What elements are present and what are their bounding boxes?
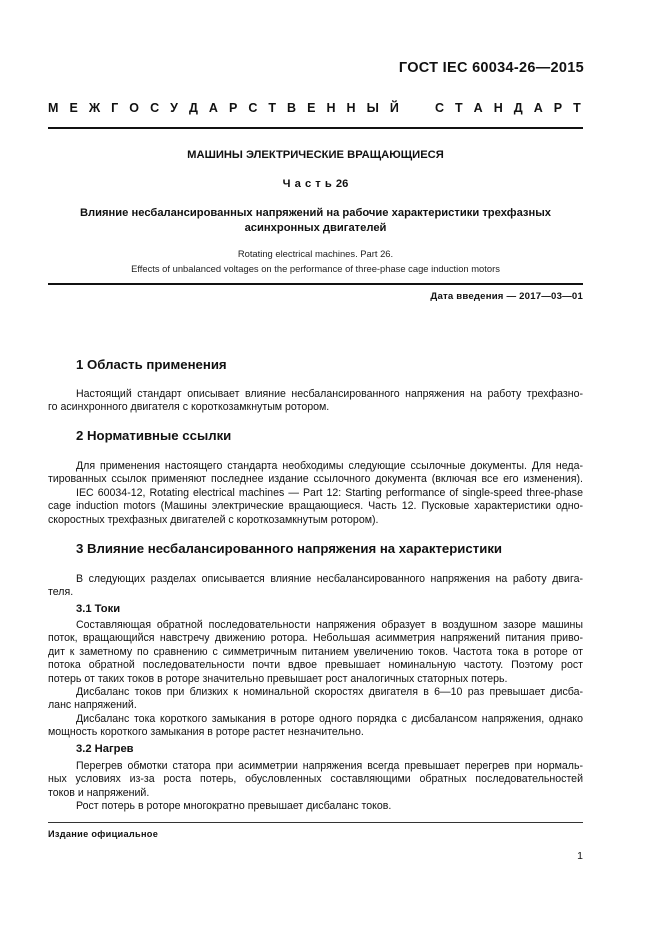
banner-letter: У [170, 101, 178, 115]
subsection-heading-heating: 3.2 Нагрев [76, 743, 134, 755]
subsection-heading-currents: 3.1 Токи [76, 603, 121, 615]
text-line: ланс напряжений. [48, 699, 137, 712]
banner-letter: С [434, 101, 444, 115]
text-line: В следующих разделах описывается влияние несбалансированного напряжения на работу двига- [76, 573, 583, 585]
paragraph [48, 760, 583, 814]
text-line: дит к заметному по сравнению с симметричным питанием увеличению токов. Частота тока в роторе от [48, 645, 583, 658]
footer-rule [48, 822, 583, 823]
paragraph [48, 573, 583, 600]
title-rule [48, 283, 583, 285]
banner-letter: Н [326, 101, 336, 115]
text-line: Составляющая обратной последовательности напряжения образует в воздушном зазоре машины [76, 619, 583, 631]
english-title [48, 247, 583, 276]
text-line: Рост потерь в роторе многократно превышает дисбаланс токов. [76, 800, 392, 813]
banner-letter: В [287, 101, 297, 115]
text-line: Перегрев обмотки статора при асимметрии напряжения всегда превышает перегрев при нормаль- [76, 760, 583, 772]
document-subtitle [48, 206, 583, 236]
paragraph [48, 619, 583, 740]
banner-letter: Д [513, 101, 523, 115]
banner-letter: Г [111, 101, 119, 115]
text-line: ных условиях из-за роста потерь, обусловленных составляющими обратных последовательностей [48, 773, 583, 786]
standard-code: ГОСТ IEC 60034-26—2015 [398, 60, 584, 76]
header-rule [48, 127, 583, 129]
text-line: IEC 60034-12, Rotating electrical machines — Part 12: Starting performance of single-speed three-phase [76, 486, 583, 499]
banner-letter: А [208, 101, 218, 115]
banner-letter: С [248, 101, 258, 115]
effective-date: Дата введения — 2017—03—01 [430, 291, 583, 302]
banner-letter: Ы [366, 101, 379, 115]
banner-letter: Т [268, 101, 277, 115]
banner-letter: Н [493, 101, 503, 115]
banner-letter: Р [228, 101, 238, 115]
banner-letter: Е [307, 101, 316, 115]
paragraph [48, 460, 583, 527]
banner-letter: Р [553, 101, 563, 115]
section-heading-references: 2 Нормативные ссылки [76, 428, 232, 443]
banner-letter: Д [188, 101, 198, 115]
text-line: Дисбаланс токов при близких к номинальной скоростях двигателя в 6—10 раз превышает дисба- [76, 686, 583, 699]
banner-letter: Е [69, 101, 78, 115]
banner-letter: М [48, 101, 59, 115]
text-line: го асинхронного двигателя с короткозамкнутым ротором. [48, 401, 330, 414]
part-number: Ч а с т ь 26 [282, 178, 349, 190]
banner-letter: Н [346, 101, 356, 115]
text-line: Для применения настоящего стандарта необходимы следующие ссылочные документы. Для неда- [76, 460, 583, 472]
official-edition-label: Издание официальное [48, 829, 159, 839]
banner-letter: Й [389, 101, 399, 115]
text-line: токов и напряжений. [48, 786, 150, 799]
interstate-standard-banner [48, 101, 581, 115]
text-line: мощность короткого замыкания в роторе растет незначительно. [48, 726, 364, 739]
banner-letter: С [150, 101, 160, 115]
banner-letter [410, 101, 424, 115]
english-title-line: Effects of unbalanced voltages on the performance of three-phase cage induction motors [131, 262, 500, 274]
banner-letter: Т [455, 101, 463, 115]
banner-letter: А [473, 101, 483, 115]
text-line: Настоящий стандарт описывает влияние несбалансированного напряжения на работу трехфазно- [76, 388, 583, 400]
text-line: Дисбаланс тока короткого замыкания в роторе одного порядка с дисбалансом напряжения, однако [76, 712, 583, 725]
text-line: тированных ссылок применяют последнее издание ссылочного документа (включая все его изменения). [48, 473, 583, 486]
paragraph [48, 388, 583, 415]
text-line: потерь от таких токов в роторе значительно превышает рост аналогичных статорных потерь. [48, 672, 508, 685]
text-line: cage induction motors (Машины электрические вращающиеся. Часть 12. Пусковые характеристики одно- [48, 500, 583, 513]
banner-letter: О [129, 101, 140, 115]
subtitle-line: асинхронных двигателей [244, 222, 387, 234]
banner-letter: Ж [88, 101, 101, 115]
text-line: поток, вращающийся навстречу движению ротора. Небольшая асимметрия напряжений питания приво- [48, 632, 583, 645]
text-line: потока обратной последовательности почти вдвое превышает номинальную частоту. Поэтому рост [48, 659, 583, 672]
text-line: скоростных трехфазных двигателей с короткозамкнутым ротором). [48, 513, 379, 526]
banner-letter: Т [573, 101, 581, 115]
section-heading-scope: 1 Область применения [76, 357, 227, 372]
document-title: МАШИНЫ ЭЛЕКТРИЧЕСКИЕ ВРАЩАЮЩИЕСЯ [187, 149, 444, 161]
english-title-line: Rotating electrical machines. Part 26. [237, 248, 394, 259]
section-heading-effects: 3 Влияние несбалансированного напряжения на характеристики [76, 541, 503, 556]
page-number: 1 [577, 850, 583, 862]
subtitle-line: Влияние несбалансированных напряжений на рабочие характеристики трехфазных [79, 207, 552, 219]
text-line: теля. [48, 586, 74, 599]
banner-letter: А [533, 101, 543, 115]
